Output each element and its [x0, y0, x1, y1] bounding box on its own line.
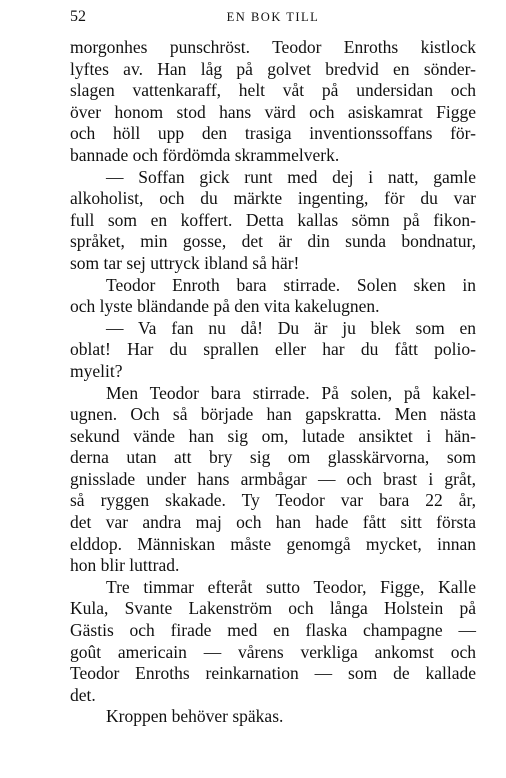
text-line: oblat! Har du sprallen eller har du fått polio-	[70, 339, 476, 360]
text-line: Men Teodor bara stirrade. På solen, på kakel-	[106, 382, 476, 403]
text-line: — Soffan gick runt med dej i natt, gamle	[106, 166, 476, 187]
text-line: ugnen. Och så började han gapskratta. Men nästa	[70, 404, 476, 425]
text-line: språket, min gosse, det är din sunda bondnatur,	[70, 231, 476, 252]
text-line: sekund vände han sig om, lutade ansiktet i hän-	[70, 425, 476, 446]
text-line: det var andra maj och han hade fått sitt första	[70, 512, 476, 533]
page-header	[70, 8, 476, 28]
text-line: hon blir luttrad.	[70, 555, 180, 576]
text-line: full som en koffert. Detta kallas sömn på fikon-	[70, 209, 476, 230]
text-line: så ryggen skakade. Ty Teodor var bara 22 år,	[70, 490, 476, 511]
text-line: det.	[70, 684, 96, 705]
page-number: 52	[70, 8, 86, 25]
text-line: elddop. Människan måste genomgå mycket, innan	[70, 533, 476, 554]
text-line: goût americain — vårens verkliga ankomst och	[70, 641, 476, 662]
text-line: Kula, Svante Lakenström och långa Holstein på	[70, 598, 476, 619]
text-line: över honom stod hans värd och asiskamrat Figge	[70, 101, 476, 122]
body-text	[70, 37, 476, 728]
text-line: Kroppen behöver späkas.	[106, 706, 284, 727]
text-line: Gästis och firade med en flaska champagne —	[70, 620, 476, 641]
text-line: myelit?	[70, 360, 123, 381]
running-head: EN BOK TILL	[226, 10, 320, 24]
text-line: som tar sej uttryck ibland så här!	[70, 252, 300, 273]
text-line: slagen vattenkaraff, helt våt på undersidan och	[70, 80, 476, 101]
text-line: morgonhes punschröst. Teodor Enroths kistlock	[70, 37, 476, 57]
text-line: Teodor Enroth bara stirrade. Solen sken in	[106, 274, 476, 295]
text-line: Tre timmar efteråt sutto Teodor, Figge, Kalle	[106, 576, 476, 597]
text-line: — Va fan nu då! Du är ju blek som en	[106, 317, 476, 338]
text-line: bannade och fördömda skrammelverk.	[70, 144, 340, 165]
text-line: och lyste bländande på den vita kakelugnen.	[70, 296, 380, 317]
text-line: lyftes av. Han låg på golvet bredvid en sönder-	[70, 58, 476, 79]
text-line: derna utan att bry sig om glasskärvorna, som	[70, 447, 476, 468]
text-line: alkoholist, och du märkte ingenting, för du var	[70, 188, 476, 209]
text-line: och höll upp den trasiga inventionssoffans för-	[70, 123, 476, 144]
text-line: gnisslade under hans armbågar — och brast i gråt,	[70, 468, 476, 489]
text-line: Teodor Enroths reinkarnation — som de kallade	[70, 663, 476, 684]
